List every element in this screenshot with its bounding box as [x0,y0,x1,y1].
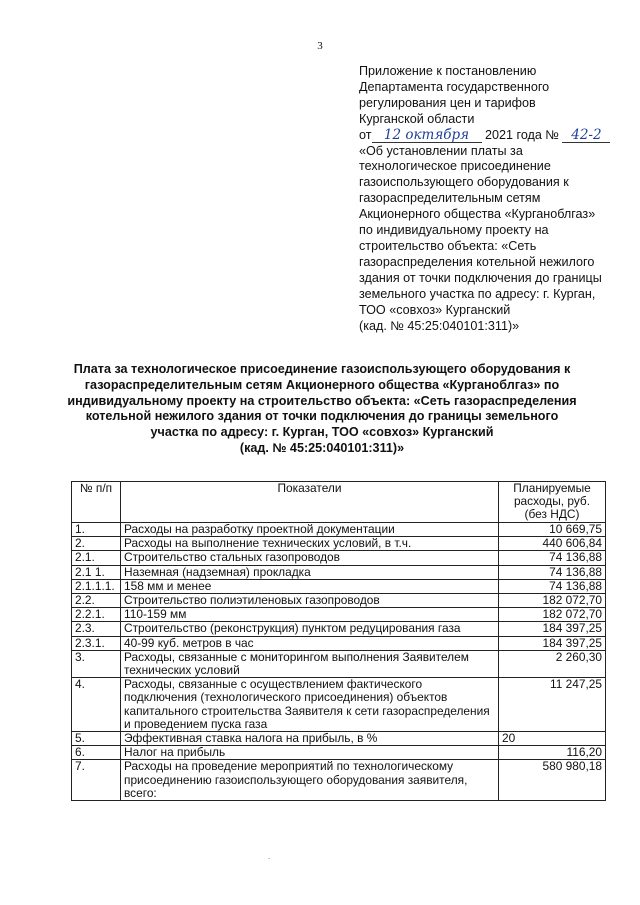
table-row [72,732,606,746]
footer-mark: . [268,852,271,861]
row-label: Строительство полиэтиленовых газопроводов [121,594,499,608]
row-value: 11 247,25 [499,678,606,732]
header-number: № п/п [72,482,121,523]
row-number: 2.1 1. [72,565,121,579]
subject-line: здания от точки подключения до границы [359,270,602,285]
title-line: индивидуальному проекту на строительство объекта: «Сеть газораспределения [67,393,577,408]
row-value: 74 136,88 [499,565,606,579]
row-number: 2.1.1.1. [72,579,121,593]
appendix-line: Департамента государственного [359,79,550,94]
row-number: 2.3. [72,622,121,636]
handwritten-date: 12 октября [372,128,482,143]
subject-line: земельного участка по адресу: г. Курган, [359,286,596,301]
row-label: Расходы, связанные с осуществлением фактического подключения (технологического присоединения) объектов капитального строительства Заявителя к сети газораспределения и проведением пуска газа [121,678,499,732]
row-number: 5. [72,732,121,746]
header-planned-costs: Планируемые расходы, руб. (без НДС) [499,482,606,523]
row-number: 1. [72,523,121,537]
table-row [72,746,606,760]
page-number: 3 [317,40,323,52]
row-label: Налог на прибыль [121,746,499,760]
row-label: Эффективная ставка налога на прибыль, в % [121,732,499,746]
subject-line: ТОО «совхоз» Курганский [359,302,511,317]
appendix-line: регулирования цен и тарифов [359,95,536,110]
row-value: 184 397,25 [499,636,606,650]
document-title [62,362,582,457]
row-label: Строительство (реконструкция) пунктом редуцирования газа [121,622,499,636]
row-number: 2.2.1. [72,608,121,622]
table-row [72,678,606,732]
row-value: 182 072,70 [499,594,606,608]
table-row [72,622,606,636]
subject-line: Акционерного общества «Курганоблгаз» [359,207,596,222]
row-number: 6. [72,746,121,760]
table-row [72,537,606,551]
row-number: 2.1. [72,551,121,565]
subject-line: (кад. № 45:25:040101:311)» [359,318,520,333]
row-value: 10 669,75 [499,523,606,537]
title-line: (кад. № 45:25:040101:311)» [239,440,405,455]
title-line: участка по адресу: г. Курган, ТОО «совхоз» Курганский [150,425,494,440]
row-label: Строительство стальных газопроводов [121,551,499,565]
row-number: 2.2. [72,594,121,608]
table-row [72,551,606,565]
row-label: 158 мм и менее [121,579,499,593]
subject-line: «Об установлении платы за [359,143,523,158]
row-label: Расходы, связанные с мониторингом выполнения Заявителем технических условий [121,650,499,677]
row-value: 20 [499,732,606,746]
row-label: 110-159 мм [121,608,499,622]
title-line: Плата за технологическое присоединение газоиспользующего оборудования к [73,362,571,376]
title-line: котельной нежилого здания от точки подключения до границы земельного [85,409,559,424]
table-row [72,760,606,801]
row-number: 3. [72,650,121,677]
subject-line: газораспределения котельной нежилого [359,254,595,269]
table-row [72,523,606,537]
row-value: 74 136,88 [499,579,606,593]
date-prefix: от [359,127,372,142]
row-value: 440 606,84 [499,537,606,551]
subject-line: технологическое присоединение [359,159,551,174]
handwritten-number: 42-2 [562,128,610,143]
appendix-block [359,64,621,334]
row-value: 116,20 [499,746,606,760]
table-row [72,636,606,650]
table-row [72,565,606,579]
row-number: 4. [72,678,121,732]
row-value: 74 136,88 [499,551,606,565]
row-label: Расходы на проведение мероприятий по технологическому присоединению газоиспользующего оборудования заявителя, всего: [121,760,499,801]
table-row [72,608,606,622]
subject-line: газоиспользующего оборудования к [359,175,569,190]
header-indicators: Показатели [121,482,499,523]
appendix-date-line [359,128,621,144]
subject-line: газораспределительным сетям [359,191,541,206]
appendix-line: Курганской области [359,111,475,126]
row-label: Расходы на выполнение технических условий, в т.ч. [121,537,499,551]
row-value: 184 397,25 [499,622,606,636]
table-row [72,594,606,608]
row-number: 2.3.1. [72,636,121,650]
appendix-line: Приложение к постановлению [359,64,537,78]
cost-table [71,481,606,801]
title-line: газораспределительным сетям Акционерного общества «Курганоблгаз» по [84,377,560,392]
table-header-row [72,482,606,523]
row-value: 182 072,70 [499,608,606,622]
row-label: 40-99 куб. метров в час [121,636,499,650]
row-number: 2. [72,537,121,551]
table-row [72,579,606,593]
table-row [72,650,606,677]
subject-line: строительство объекта: «Сеть [359,238,537,253]
row-label: Наземная (надземная) прокладка [121,565,499,579]
row-label: Расходы на разработку проектной документации [121,523,499,537]
row-value: 580 980,18 [499,760,606,801]
year-text: 2021 года № [485,127,559,142]
row-value: 2 260,30 [499,650,606,677]
row-number: 7. [72,760,121,801]
subject-line: по индивидуальному проекту на [359,223,549,238]
